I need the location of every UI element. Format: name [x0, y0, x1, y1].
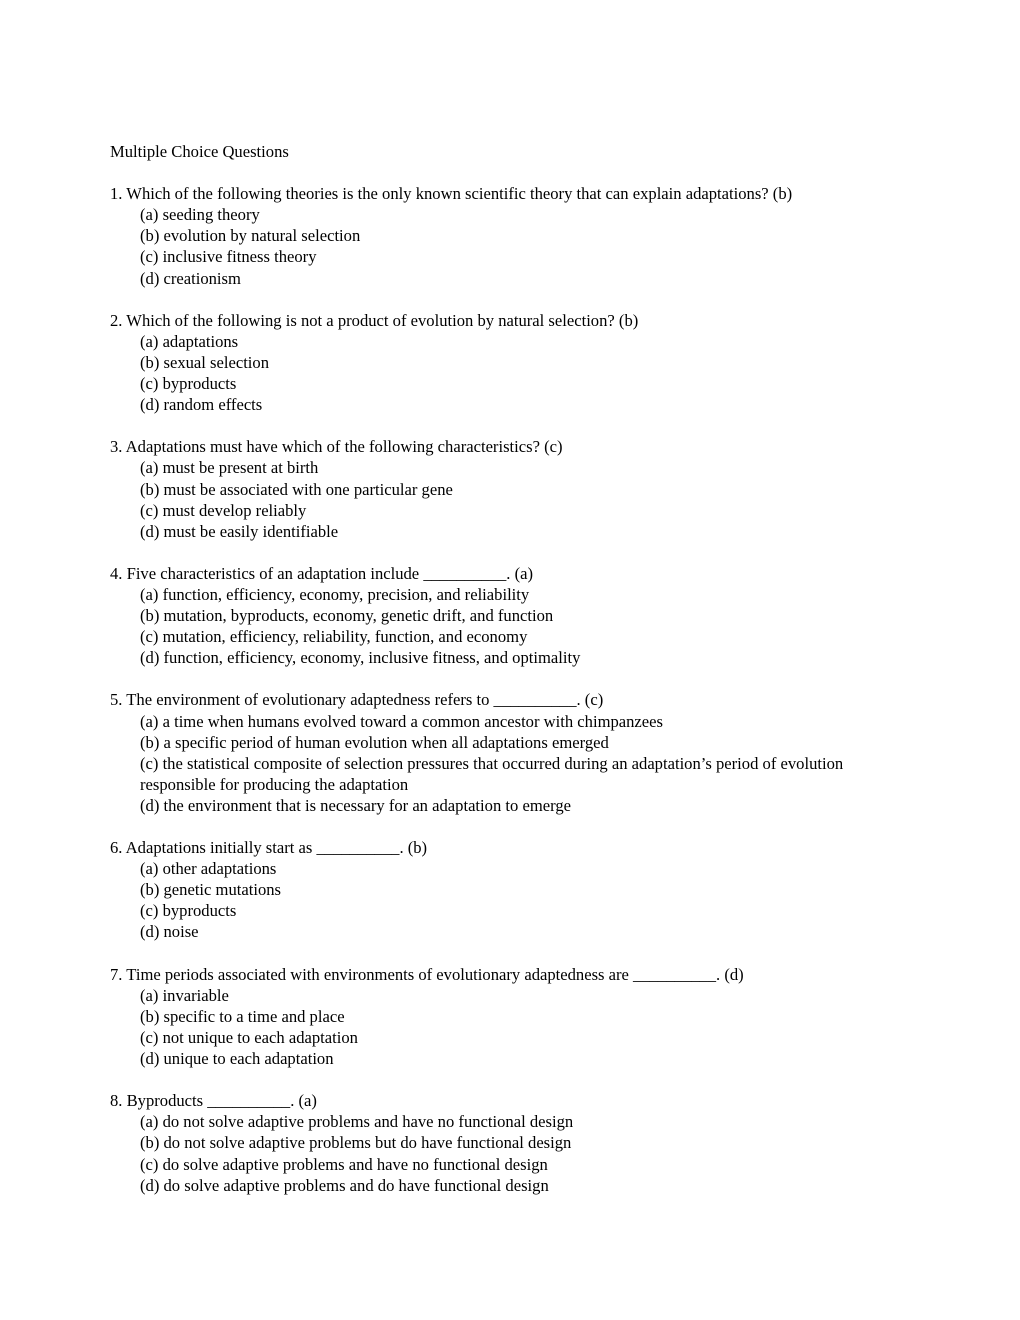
answer-option: (a) do not solve adaptive problems and have no functional design: [140, 1112, 574, 1132]
answer-option: (d) unique to each adaptation: [140, 1049, 334, 1069]
answer-option: (b) sexual selection: [140, 352, 270, 372]
answer-option: (d) creationism: [140, 268, 241, 288]
answer-options: [110, 711, 890, 816]
question-stem: 4. Five characteristics of an adaptation include __________. (a): [110, 563, 534, 583]
answer-options: [110, 204, 890, 288]
answer-option: (b) genetic mutations: [140, 880, 282, 900]
answer-option: (c) the statistical composite of selection pressures that occurred during an adaptation’s period of evolution responsible for producing the adaptation: [140, 753, 844, 794]
answer-option: (d) do solve adaptive problems and do have functional design: [140, 1175, 549, 1195]
question-block: [110, 1090, 890, 1195]
answer-option: (c) not unique to each adaptation: [140, 1027, 358, 1047]
answer-option: (a) invariable: [140, 985, 229, 1005]
answer-option: (a) function, efficiency, economy, precision, and reliability: [140, 584, 530, 604]
question-stem: 6. Adaptations initially start as __________. (b): [110, 838, 428, 858]
question-block: [110, 964, 890, 1069]
question-list: [110, 183, 890, 1196]
question-stem: 8. Byproducts __________. (a): [110, 1091, 317, 1111]
answer-option: (a) must be present at birth: [140, 458, 319, 478]
question-stem: 5. The environment of evolutionary adaptedness refers to __________. (c): [110, 690, 604, 710]
answer-options: [110, 584, 890, 668]
answer-option: (b) a specific period of human evolution when all adaptations emerged: [140, 732, 609, 752]
question-stem: 1. Which of the following theories is the only known scientific theory that can explain adaptations? (b): [110, 184, 793, 204]
answer-option: (d) function, efficiency, economy, inclusive fitness, and optimality: [140, 648, 581, 668]
question-stem: 3. Adaptations must have which of the following characteristics? (c): [110, 437, 563, 457]
question-stem: 7. Time periods associated with environments of evolutionary adaptedness are __________. (d): [110, 964, 744, 984]
answer-option: (d) must be easily identifiable: [140, 521, 339, 541]
answer-options: [110, 457, 890, 541]
answer-option: (c) do solve adaptive problems and have no functional design: [140, 1154, 548, 1174]
answer-option: (d) the environment that is necessary for an adaptation to emerge: [140, 795, 571, 815]
answer-options: [110, 858, 890, 942]
answer-option: (b) do not solve adaptive problems but do have functional design: [140, 1133, 572, 1153]
answer-option: (a) seeding theory: [140, 205, 260, 225]
answer-option: (c) byproducts: [140, 374, 237, 394]
question-block: [110, 563, 890, 668]
answer-options: [110, 331, 890, 415]
answer-option: (c) inclusive fitness theory: [140, 247, 317, 267]
answer-option: (a) other adaptations: [140, 859, 277, 879]
question-block: [110, 183, 890, 288]
answer-option: (a) adaptations: [140, 331, 239, 351]
answer-option: (b) mutation, byproducts, economy, genetic drift, and function: [140, 606, 554, 626]
answer-option: (d) noise: [140, 922, 199, 942]
answer-option: (b) specific to a time and place: [140, 1006, 345, 1026]
answer-options: [110, 1111, 890, 1195]
answer-option: (c) byproducts: [140, 901, 237, 921]
question-block: [110, 689, 890, 816]
answer-option: (b) evolution by natural selection: [140, 226, 361, 246]
question-stem: 2. Which of the following is not a product of evolution by natural selection? (b): [110, 310, 639, 330]
answer-option: (a) a time when humans evolved toward a common ancestor with chimpanzees: [140, 711, 663, 731]
question-block: [110, 837, 890, 942]
answer-option: (c) must develop reliably: [140, 500, 307, 520]
page-heading: Multiple Choice Questions: [110, 142, 289, 161]
answer-option: (b) must be associated with one particular gene: [140, 479, 453, 499]
answer-option: (d) random effects: [140, 395, 263, 415]
question-block: [110, 436, 890, 541]
question-block: [110, 310, 890, 415]
document-page: [110, 141, 890, 1217]
answer-options: [110, 985, 890, 1069]
answer-option: (c) mutation, efficiency, reliability, function, and economy: [140, 627, 528, 647]
